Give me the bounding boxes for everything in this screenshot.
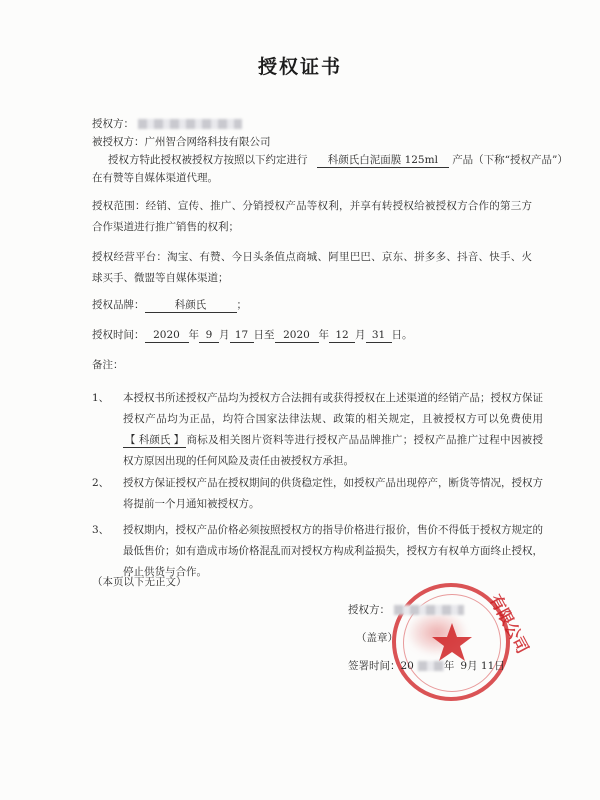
period-start-month: 9 <box>199 328 219 343</box>
rights-paragraph: 授权范围：经销、宣传、推广、分销授权产品等权利，并享有转授权给被授权方合作的第三方合作渠道进行推广销售的权利； <box>92 200 532 233</box>
redacted-grantor-name <box>138 119 242 129</box>
seal-text: 有限公司 <box>485 591 533 657</box>
platforms-paragraph: 授权经营平台：淘宝、有赞、今日头条值点商城、阿里巴巴、京东、拼多多、抖音、快手、火球买手、微盟等自媒体渠道； <box>92 251 532 284</box>
period-line <box>92 326 413 344</box>
grantor-label: 授权方： <box>92 118 134 130</box>
period-month-char: 月 <box>219 329 230 341</box>
product-name: 科颜氏白泥面膜 125ml <box>317 153 449 168</box>
signature-date-month: 9 <box>460 660 468 672</box>
seal-label: （盖章） <box>356 632 398 644</box>
brand-label: 授权品牌： <box>92 299 145 311</box>
intro-line <box>108 151 568 169</box>
end-note: （本页以下无正文） <box>92 576 187 588</box>
redacted-date-year <box>418 661 444 671</box>
signature-grantor-line <box>348 601 464 619</box>
note-2-text: 授权方保证授权产品在授权期间的供货稳定性，如授权产品出现停产，断货等情况，授权方将提前一个月通知被授权方。 <box>123 477 543 510</box>
document-title: 授权证书 <box>257 56 342 78</box>
period-year-char: 年 <box>188 329 199 341</box>
period-end-day: 31 <box>366 328 392 343</box>
signature-grantor-label: 授权方： <box>348 604 390 616</box>
redacted-signature-grantor <box>394 605 464 615</box>
grantor-line <box>92 115 242 133</box>
note-1-text-before: 本授权书所述授权产品均为授权方合法拥有或获得授权在上述渠道的经销产品；授权方保证授权产品均为正品，均符合国家法律法规、政策的相关规定，且被授权方可以免费使用 <box>123 392 543 425</box>
note-1-text-after: 商标及相关图片资料等进行授权产品品牌推广；授权产品推广过程中因被授权方原因出现的任何风险及责任由被授权方承担。 <box>123 434 543 467</box>
note-1-text <box>123 388 543 472</box>
signature-date-year-char: 年 <box>443 660 455 672</box>
signature-date-label: 签署时间： <box>348 660 401 672</box>
period-start-year: 2020 <box>145 328 189 343</box>
remarks-label: 备注： <box>92 359 124 371</box>
period-start-day: 17 <box>230 328 254 343</box>
period-end-year: 2020 <box>275 328 319 343</box>
signature-date-start: 20 <box>400 660 414 672</box>
note-3-text: 授权期内，授权产品价格必须按照授权方的指导价格进行报价，售价不得低于授权方规定的最低售价；如有造成市场价格混乱而对授权方构成利益损失，授权方有权单方面终止授权，停止供货与合作。 <box>123 524 543 578</box>
period-to: 日至 <box>253 329 275 341</box>
period-end-month: 12 <box>329 328 355 343</box>
note-1-number: 1、 <box>92 392 110 404</box>
note-3-number: 3、 <box>92 524 110 536</box>
note-1-brand-mark: 【 科颜氏 】 <box>125 434 185 446</box>
signature-date-line <box>348 657 505 675</box>
intro-line-2: 在有赞等自媒体渠道代理。 <box>92 172 218 184</box>
period-end: 日。 <box>391 329 413 341</box>
brand-end: ； <box>236 299 247 311</box>
brand-value: 科颜氏 <box>145 298 237 313</box>
brand-line <box>92 296 247 314</box>
period-month-char-2: 月 <box>355 329 366 341</box>
signature-date-end: 月 11日 <box>467 660 505 672</box>
grantee-line: 被授权方：广州智合网络科技有限公司 <box>92 136 271 148</box>
period-label: 授权时间： <box>92 329 145 341</box>
intro-before: 授权方特此授权被授权方按照以下约定进行 <box>108 154 308 166</box>
intro-after: 产品（下称“授权产品”） <box>452 154 568 166</box>
note-2-number: 2、 <box>92 477 110 489</box>
period-year-char-2: 年 <box>318 329 329 341</box>
